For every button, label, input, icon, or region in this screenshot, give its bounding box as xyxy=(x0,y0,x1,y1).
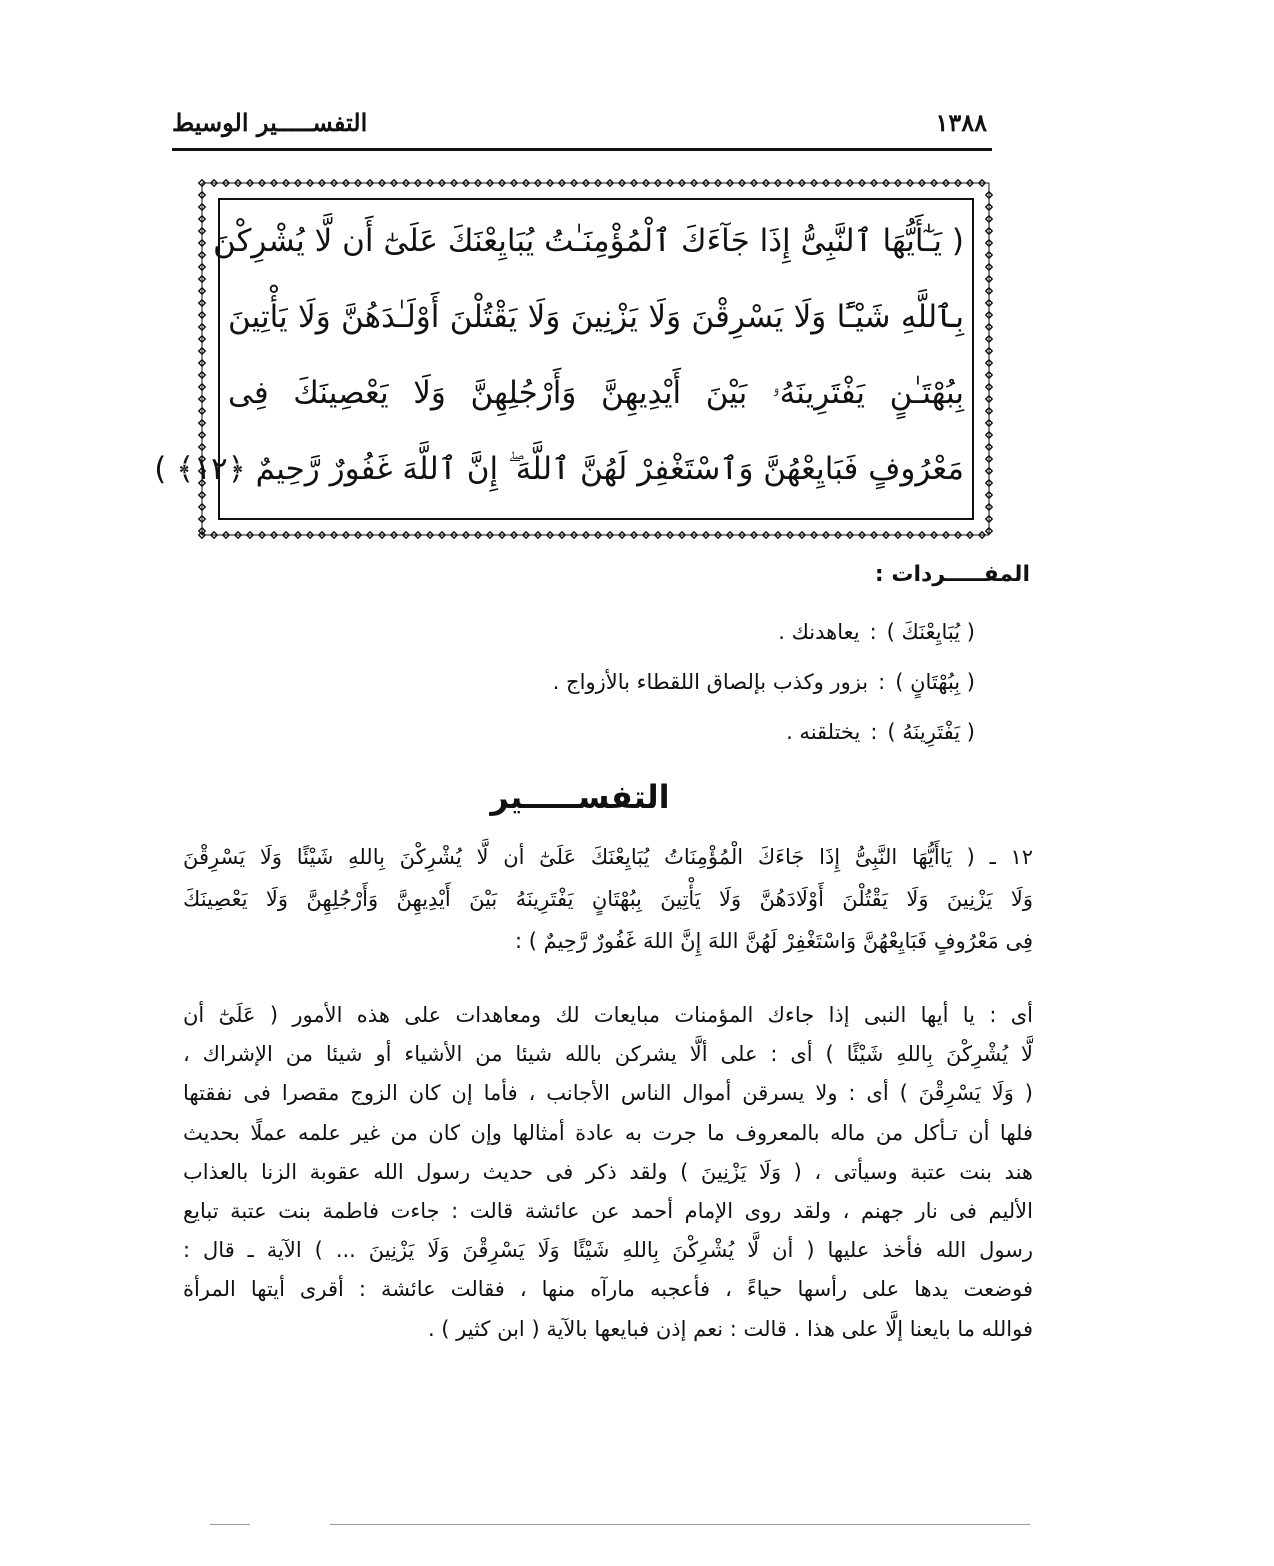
footer-rule xyxy=(330,1524,1030,1525)
body-line: ( وَلَا يَسْرِقْنَ ) أى : ولا يسرقن أموال الناس الأجانب ، فأما إن كان الزوج مقصرا فى نفقتها xyxy=(183,1081,1033,1106)
vocab-meaning: يعاهدنك . xyxy=(778,620,860,644)
vocabulary-list xyxy=(430,608,975,758)
vocab-term: ( يُبَايِعْنَكَ ) xyxy=(886,620,975,644)
verse-line: ( يَـٰٓأَيُّهَا ٱلنَّبِىُّ إِذَا جَآءَكَ ٱلْمُؤْمِنَـٰتُ يُبَايِعْنَكَ عَلَىٰٓ أَن لَّا يُشْرِكْنَ xyxy=(213,223,964,259)
body-line: هند بنت عتبة وسيأتى ، ( وَلَا يَزْنِينَ ) ولقد ذكر فى حديث رسول الله عقوبة الزنا بالعذاب xyxy=(183,1159,1033,1184)
book-title: التفســـــير الوسيط xyxy=(172,107,368,137)
vocabulary-heading: المفـــــردات : xyxy=(874,562,1030,587)
body-line: فوضعت يدها على رأسها حياءً ، فأعجبه مارآه منها ، فقالت عائشة : أقرى أيتها المرأة xyxy=(183,1277,1033,1302)
vocab-item xyxy=(430,708,975,758)
verse-line: بِٱللَّهِ شَيْـًٔا وَلَا يَسْرِقْنَ وَلَا يَزْنِينَ وَلَا يَقْتُلْنَ أَوْلَـٰدَهُنَّ وَلَا يَأْتِينَ xyxy=(228,299,964,335)
verse-line: مَعْرُوفٍ فَبَايِعْهُنَّ وَٱسْتَغْفِرْ لَهُنَّ ٱللَّهَ ۖ إِنَّ ٱللَّهَ غَفُورٌ رَّحِيمٌ ﴿١٢﴾ ) xyxy=(154,451,964,487)
vocab-item xyxy=(430,658,975,708)
scan-mark xyxy=(210,1524,250,1525)
vocab-separator: : xyxy=(878,670,886,694)
vocab-term: ( بِبُهْتَانٍ ) xyxy=(895,670,975,694)
tafsir-verse-quote xyxy=(183,836,1033,962)
vocab-meaning: بزور وكذب بإلصاق اللقطاء بالأزواج . xyxy=(552,670,869,694)
body-line: فلها أن تـأكل من ماله بالمعروف ما جرت به عادة أمثالها وإن كان من غير علمه عملًا بحديث xyxy=(183,1120,1033,1145)
body-line: أى : يا أيها النبى إذا جاءك المؤمنات مبايعات لك ومعاهدات على هذه الأمور ( عَلَىٰٓ أن xyxy=(183,1003,1033,1027)
body-line: ١٢ ـ ( يَاأَيُّهَا النَّبِىُّ إِذَا جَاءَكَ الْمُؤْمِنَاتُ يُبَايِعْنَكَ عَلَىٰٓ أن لَّا يُشْرِكْنَ بِاللهِ شَيْئًا وَلَا يَسْرِقْنَ xyxy=(183,845,1033,869)
running-header xyxy=(172,100,987,144)
vocab-meaning: يختلقنه . xyxy=(786,720,861,744)
verse-line: بِبُهْتَـٰنٍ يَفْتَرِينَهُۥ بَيْنَ أَيْدِيهِنَّ وَأَرْجُلِهِنَّ وَلَا يَعْصِينَكَ فِى xyxy=(228,375,964,411)
header-rule xyxy=(172,148,992,151)
tafsir-commentary xyxy=(183,996,1033,1349)
body-line: وَلَا يَزْنِينَ وَلَا يَقْتُلْنَ أَوْلَادَهُنَّ وَلَا يَأْتِينَ بِبُهْتَانٍ يَفْتَرِينَهُ بَيْنَ أَيْدِيهِنَّ وَأَرْجُلِهِنَّ وَلَا يَعْصِينَكَ xyxy=(183,887,1033,911)
vocab-item xyxy=(430,608,975,658)
vocab-term: ( يَفْتَرِينَهُ ) xyxy=(887,720,975,744)
body-line: فِى مَعْرُوفٍ فَبَايِعْهُنَّ وَاسْتَغْفِرْ لَهُنَّ اللهَ إِنَّ اللهَ غَفُورٌ رَّحِيمٌ ) : xyxy=(514,929,1033,953)
vocab-separator: : xyxy=(870,720,878,744)
tafsir-heading: التفســـــير xyxy=(490,778,670,816)
body-line: لَّا يُشْرِكْنَ بِاللهِ شَيْئًا ) أى : على ألَّا يشركن بالله شيئا من الأشياء أو شيئا من الإشراك ، xyxy=(183,1042,1033,1067)
body-line: رسول الله فأخذ عليها ( أن لَّا يُشْرِكْنَ بِاللهِ شَيْئًا وَلَا يَسْرِقْنَ وَلَا يَزْنِينَ ... ) الآية ـ قال : xyxy=(183,1238,1033,1263)
quran-verse-box xyxy=(154,204,964,516)
body-line: فوالله ما بايعنا إلَّا على هذا . قالت : نعم إذن فبايعها بالآية ( ابن كثير ) . xyxy=(427,1316,1033,1341)
vocab-separator: : xyxy=(869,620,877,644)
page-number: ١٣٨٨ xyxy=(935,107,987,137)
body-line: الأليم فى نار جهنم ، ولقد روى الإمام أحمد عن عائشة قالت : جاءت فاطمة بنت عتبة تبايع xyxy=(183,1198,1033,1223)
